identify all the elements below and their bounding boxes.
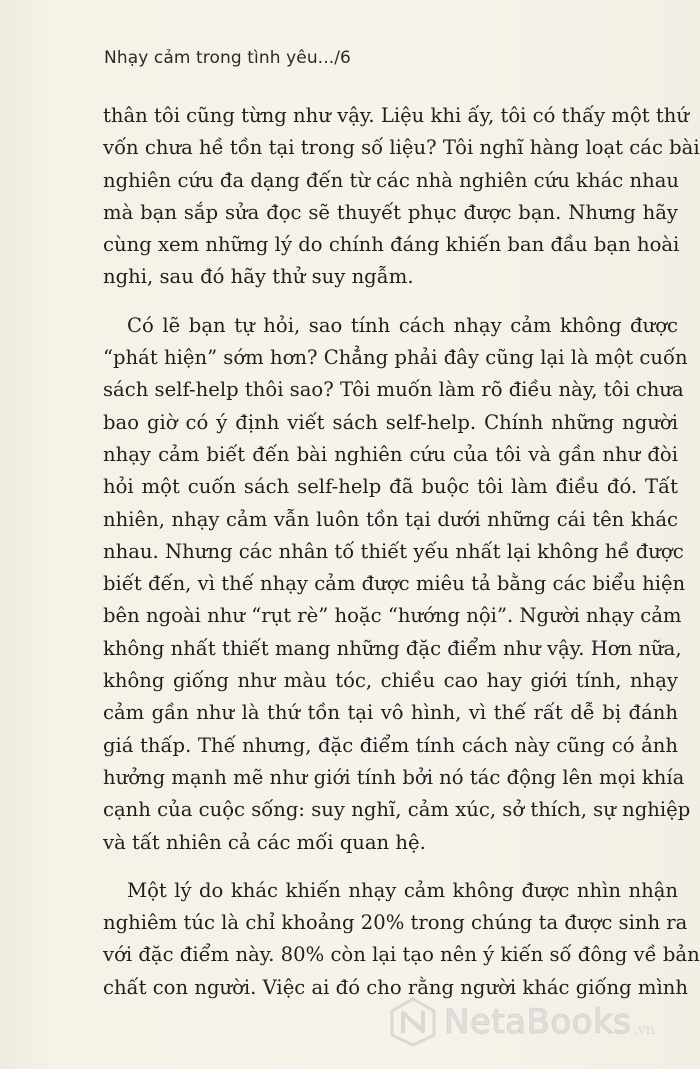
text-line: không nhất thiết mang những đặc điểm như vậy. Hơn nữa, [103, 636, 682, 660]
watermark-brand: NetaBooks [444, 1002, 632, 1042]
text-line: “phát hiện” sớm hơn? Chẳng phải đây cũng lại là một cuốn [103, 346, 688, 370]
text-line: không giống như màu tóc, chiều cao hay giới tính, nhạy [103, 669, 678, 693]
body-text [103, 100, 700, 1004]
text-line: vốn chưa hề tồn tại trong số liệu? Tôi nghĩ hàng loạt các bài [103, 136, 700, 160]
watermark [388, 994, 655, 1050]
text-line: nhau. Nhưng các nhân tố thiết yếu nhất lại không hề được [103, 539, 684, 563]
text-line: Một lý do khác khiến nhạy cảm không được nhìn nhận [127, 878, 678, 902]
text-line: nghi, sau đó hãy thử suy ngẫm. [103, 265, 414, 289]
text-line: giá thấp. Thế nhưng, đặc điểm tính cách này cũng có ảnh [103, 733, 678, 757]
text-line: biết đến, vì thế nhạy cảm được miêu tả bằng các biểu hiện [103, 572, 686, 596]
netabooks-logo-icon [388, 997, 438, 1047]
text-line: hỏi một cuốn sách self-help đã buộc tôi làm điều đó. Tất [103, 475, 678, 499]
text-line: mà bạn sắp sửa đọc sẽ thuyết phục được bạn. Nhưng hãy [103, 200, 678, 224]
text-line: chất con người. Việc ai đó cho rằng người khác giống mình [103, 975, 689, 999]
text-line: nghiên cứu đa dạng đến từ các nhà nghiên cứu khác nhau [103, 168, 680, 192]
text-line: cạnh của cuộc sống: suy nghĩ, cảm xúc, sở thích, sự nghiệp [103, 798, 691, 822]
running-head: Nhạy cảm trong tình yêu.../6 [104, 48, 351, 68]
text-line: cùng xem những lý do chính đáng khiến ban đầu bạn hoài [103, 233, 680, 257]
text-line: nhạy cảm biết đến bài nghiên cứu của tôi và gần như đòi [103, 442, 678, 466]
text-line: nhiên, nhạy cảm vẫn luôn tồn tại dưới những cái tên khác [103, 507, 678, 531]
text-line: bao giờ có ý định viết sách self-help. Chính những người [103, 410, 678, 434]
text-line: thân tôi cũng từng như vậy. Liệu khi ấy, tôi có thấy một thứ [103, 104, 690, 127]
text-line: bên ngoài như “rụt rè” hoặc “hướng nội”. Người nhạy cảm [103, 604, 682, 628]
paragraph [103, 875, 700, 1004]
text-line: sách self-help thôi sao? Tôi muốn làm rõ điều này, tôi chưa [103, 378, 684, 402]
paragraph [103, 310, 691, 859]
text-line: và tất nhiên cả các mối quan hệ. [103, 830, 426, 854]
text-line: với đặc điểm này. 80% còn lại tạo nên ý kiến số đông về bản [103, 943, 700, 967]
paragraph [103, 100, 700, 294]
text-line: Có lẽ bạn tự hỏi, sao tính cách nhạy cảm không được [127, 313, 678, 337]
text-line: hưởng mạnh mẽ như giới tính bởi nó tác động lên mọi khía [103, 765, 685, 789]
text-line: nghiêm túc là chỉ khoảng 20% trong chúng ta được sinh ra [103, 911, 688, 935]
watermark-suffix: .vn [633, 1022, 655, 1038]
text-line: cảm gần như là thứ tồn tại vô hình, vì thế rất dễ bị đánh [103, 701, 678, 725]
